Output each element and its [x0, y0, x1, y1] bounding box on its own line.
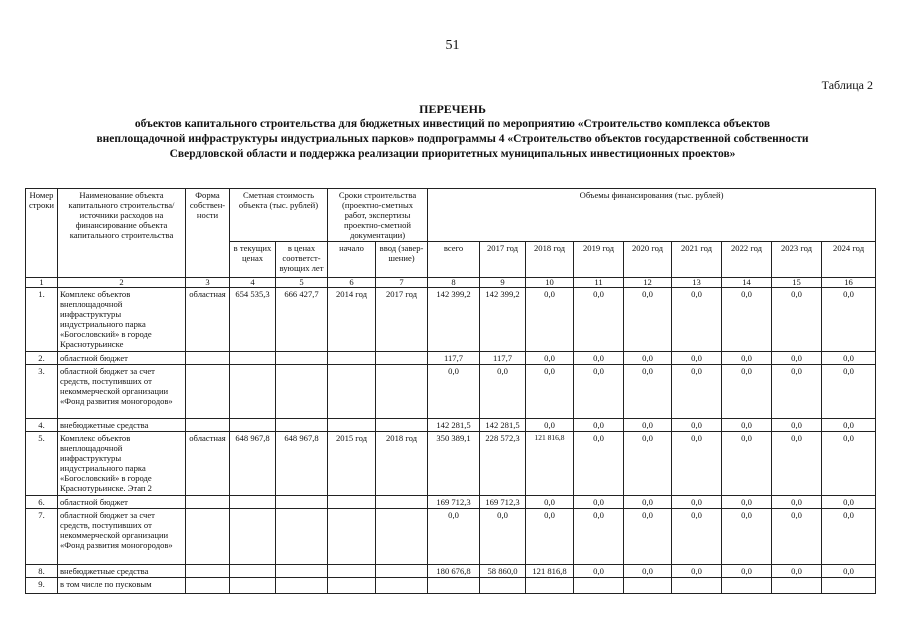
header-funding-volumes: Объемы финансирования (тыс. рублей): [428, 189, 876, 242]
funding-total: 142 399,2: [428, 288, 480, 352]
funding-2018: 0,0: [526, 509, 574, 565]
funding-2023: 0,0: [772, 288, 822, 352]
row-number: 1.: [26, 288, 58, 352]
object-name: областной бюджет за счет средств, поступивших от некоммерческой организации «Фонд развития моногородов»: [58, 509, 186, 565]
funding-2024: 0,0: [822, 365, 876, 419]
header-year-2021: 2021 год: [672, 242, 722, 278]
cost-current: [230, 509, 276, 565]
row-number: 6.: [26, 496, 58, 509]
cost-period: 648 967,8: [276, 432, 328, 496]
object-name: Комплекс объектов внеплощадочной инфраструктуры индустриального парка «Богословский» в городе Краснотурьинске: [58, 288, 186, 352]
column-number: 13: [672, 278, 722, 288]
start-year: [328, 496, 376, 509]
end-year: 2018 год: [376, 432, 428, 496]
header-year-2020: 2020 год: [624, 242, 672, 278]
table-label: Таблица 2: [821, 78, 873, 92]
start-year: [328, 565, 376, 578]
funding-total: 350 389,1: [428, 432, 480, 496]
funding-2020: 0,0: [624, 565, 672, 578]
funding-2020: 0,0: [624, 496, 672, 509]
funding-2019: 0,0: [574, 288, 624, 352]
table-row: [26, 352, 876, 365]
header-year-2019: 2019 год: [574, 242, 624, 278]
funding-2019: 0,0: [574, 365, 624, 419]
end-year: [376, 509, 428, 565]
funding-2020: 0,0: [624, 352, 672, 365]
funding-2022: [722, 578, 772, 594]
start-year: [328, 578, 376, 594]
funding-2022: 0,0: [722, 288, 772, 352]
cost-period: [276, 365, 328, 419]
start-year: [328, 509, 376, 565]
funding-2022: 0,0: [722, 352, 772, 365]
end-year: [376, 565, 428, 578]
funding-2017: 117,7: [480, 352, 526, 365]
header-date-start: начало: [328, 242, 376, 278]
funding-2024: 0,0: [822, 288, 876, 352]
ownership-form: областная: [186, 432, 230, 496]
cost-period: [276, 509, 328, 565]
header-cost-period: в ценах соответст-вующих лет: [276, 242, 328, 278]
end-year: [376, 496, 428, 509]
funding-2021: 0,0: [672, 365, 722, 419]
funding-2018: [526, 578, 574, 594]
header-year-2018: 2018 год: [526, 242, 574, 278]
header-year-2023: 2023 год: [772, 242, 822, 278]
funding-2024: 0,0: [822, 496, 876, 509]
funding-total: 169 712,3: [428, 496, 480, 509]
column-number: 11: [574, 278, 624, 288]
row-number: 7.: [26, 509, 58, 565]
funding-2021: 0,0: [672, 565, 722, 578]
funding-2017: 169 712,3: [480, 496, 526, 509]
row-number: 5.: [26, 432, 58, 496]
funding-2023: 0,0: [772, 509, 822, 565]
table-row: [26, 432, 876, 496]
funding-2021: 0,0: [672, 352, 722, 365]
object-name: Комплекс объектов внеплощадочной инфраструктуры индустриального парка «Богословский» в городе Краснотурьинске. Этап 2: [58, 432, 186, 496]
title-line-3: внеплощадочной инфраструктуры индустриальных парков» подпрограммы 4 «Строительство объектов государственной собственности: [96, 133, 809, 145]
column-number: 5: [276, 278, 328, 288]
row-number: 2.: [26, 352, 58, 365]
start-year: [328, 419, 376, 432]
title-line-1: ПЕРЕЧЕНЬ: [419, 102, 486, 116]
funding-total: 117,7: [428, 352, 480, 365]
funding-2017: 228 572,3: [480, 432, 526, 496]
funding-2022: 0,0: [722, 565, 772, 578]
column-number: 10: [526, 278, 574, 288]
ownership-form: [186, 352, 230, 365]
funding-2022: 0,0: [722, 496, 772, 509]
funding-2018: 0,0: [526, 419, 574, 432]
funding-2023: 0,0: [772, 565, 822, 578]
header-total: всего: [428, 242, 480, 278]
funding-2020: [624, 578, 672, 594]
funding-2020: 0,0: [624, 432, 672, 496]
column-number: 14: [722, 278, 772, 288]
column-number: 3: [186, 278, 230, 288]
end-year: [376, 352, 428, 365]
column-number: 8: [428, 278, 480, 288]
funding-2017: [480, 578, 526, 594]
funding-2020: 0,0: [624, 509, 672, 565]
column-number: 2: [58, 278, 186, 288]
funding-2018: 0,0: [526, 352, 574, 365]
cost-period: [276, 496, 328, 509]
object-name: внебюджетные средства: [58, 565, 186, 578]
funding-2017: 142 281,5: [480, 419, 526, 432]
header-object-name: Наименование объекта капитального строительства/ источники расходов на финансирование объекта капитального строительства: [58, 189, 186, 278]
funding-2024: [822, 578, 876, 594]
ownership-form: [186, 565, 230, 578]
end-year: [376, 419, 428, 432]
funding-2022: 0,0: [722, 365, 772, 419]
funding-2021: 0,0: [672, 432, 722, 496]
funding-2020: 0,0: [624, 419, 672, 432]
object-name: областной бюджет: [58, 496, 186, 509]
funding-2024: 0,0: [822, 565, 876, 578]
funding-2017: 0,0: [480, 365, 526, 419]
funding-2018: 0,0: [526, 365, 574, 419]
cost-period: [276, 565, 328, 578]
funding-2024: 0,0: [822, 352, 876, 365]
document-title: [20, 102, 885, 162]
funding-2023: 0,0: [772, 419, 822, 432]
ownership-form: областная: [186, 288, 230, 352]
funding-2023: 0,0: [772, 432, 822, 496]
funding-2018: 121 816,8: [526, 432, 574, 496]
cost-period: [276, 352, 328, 365]
row-number: 8.: [26, 565, 58, 578]
column-number: 9: [480, 278, 526, 288]
cost-current: [230, 578, 276, 594]
table-row: [26, 419, 876, 432]
object-name: областной бюджет: [58, 352, 186, 365]
funding-total: 0,0: [428, 365, 480, 419]
header-year-2024: 2024 год: [822, 242, 876, 278]
funding-2018: 0,0: [526, 496, 574, 509]
funding-2024: 0,0: [822, 432, 876, 496]
funding-2019: 0,0: [574, 565, 624, 578]
ownership-form: [186, 419, 230, 432]
funding-2021: 0,0: [672, 496, 722, 509]
object-name: в том числе по пусковым: [58, 578, 186, 594]
funding-2017: 0,0: [480, 509, 526, 565]
cost-current: 654 535,3: [230, 288, 276, 352]
row-number: 3.: [26, 365, 58, 419]
funding-2019: 0,0: [574, 496, 624, 509]
funding-2021: 0,0: [672, 509, 722, 565]
row-number: 4.: [26, 419, 58, 432]
page-number: 51: [445, 38, 460, 53]
object-name: внебюджетные средства: [58, 419, 186, 432]
cost-current: [230, 419, 276, 432]
column-number: 6: [328, 278, 376, 288]
funding-2019: [574, 578, 624, 594]
row-number: 9.: [26, 578, 58, 594]
column-number-row: [26, 278, 876, 288]
header-year-2022: 2022 год: [722, 242, 772, 278]
column-number: 4: [230, 278, 276, 288]
funding-total: 180 676,8: [428, 565, 480, 578]
column-number: 12: [624, 278, 672, 288]
header-row-number: Номер строки: [26, 189, 58, 278]
funding-2022: 0,0: [722, 509, 772, 565]
cost-period: [276, 419, 328, 432]
funding-total: [428, 578, 480, 594]
funding-total: 0,0: [428, 509, 480, 565]
header-date-end: ввод (завер-шение): [376, 242, 428, 278]
funding-2019: 0,0: [574, 352, 624, 365]
ownership-form: [186, 509, 230, 565]
title-line-2: объектов капитального строительства для бюджетных инвестиций по мероприятию «Строительство комплекса объектов: [134, 118, 771, 130]
funding-2024: 0,0: [822, 509, 876, 565]
investment-table: [25, 188, 876, 594]
cost-current: [230, 565, 276, 578]
start-year: [328, 365, 376, 419]
start-year: 2014 год: [328, 288, 376, 352]
object-name: областной бюджет за счет средств, поступивших от некоммерческой организации «Фонд развития моногородов»: [58, 365, 186, 419]
title-line-4: Свердловской области и поддержка реализации приоритетных муниципальных инвестиционных проектов»: [169, 148, 736, 160]
end-year: [376, 578, 428, 594]
column-number: 7: [376, 278, 428, 288]
header-estimated-cost: Сметная стоимость объекта (тыс. рублей): [230, 189, 328, 242]
funding-2020: 0,0: [624, 288, 672, 352]
ownership-form: [186, 578, 230, 594]
header-construction-dates: Сроки строительства (проектно-сметных работ, экспертизы проектно-сметной документации): [328, 189, 428, 242]
end-year: 2017 год: [376, 288, 428, 352]
funding-2023: 0,0: [772, 496, 822, 509]
table-row: [26, 288, 876, 352]
funding-2019: 0,0: [574, 419, 624, 432]
funding-2023: 0,0: [772, 352, 822, 365]
table-row: [26, 496, 876, 509]
column-number: 15: [772, 278, 822, 288]
start-year: 2015 год: [328, 432, 376, 496]
start-year: [328, 352, 376, 365]
cost-current: [230, 496, 276, 509]
ownership-form: [186, 496, 230, 509]
header-ownership: Форма собствен-ности: [186, 189, 230, 278]
funding-2022: 0,0: [722, 419, 772, 432]
funding-2024: 0,0: [822, 419, 876, 432]
funding-2017: 142 399,2: [480, 288, 526, 352]
cost-period: [276, 578, 328, 594]
ownership-form: [186, 365, 230, 419]
table-row: [26, 365, 876, 419]
end-year: [376, 365, 428, 419]
funding-2018: 121 816,8: [526, 565, 574, 578]
table-row: [26, 565, 876, 578]
funding-2023: 0,0: [772, 365, 822, 419]
funding-2018: 0,0: [526, 288, 574, 352]
funding-2020: 0,0: [624, 365, 672, 419]
funding-2021: [672, 578, 722, 594]
funding-total: 142 281,5: [428, 419, 480, 432]
funding-2019: 0,0: [574, 432, 624, 496]
header-year-2017: 2017 год: [480, 242, 526, 278]
funding-2019: 0,0: [574, 509, 624, 565]
header-cost-current: в текущих ценах: [230, 242, 276, 278]
table-row: [26, 509, 876, 565]
cost-period: 666 427,7: [276, 288, 328, 352]
funding-2023: [772, 578, 822, 594]
funding-2022: 0,0: [722, 432, 772, 496]
funding-2021: 0,0: [672, 288, 722, 352]
column-number: 1: [26, 278, 58, 288]
funding-2017: 58 860,0: [480, 565, 526, 578]
cost-current: [230, 365, 276, 419]
table-row: [26, 578, 876, 594]
cost-current: [230, 352, 276, 365]
cost-current: 648 967,8: [230, 432, 276, 496]
column-number: 16: [822, 278, 876, 288]
funding-2021: 0,0: [672, 419, 722, 432]
